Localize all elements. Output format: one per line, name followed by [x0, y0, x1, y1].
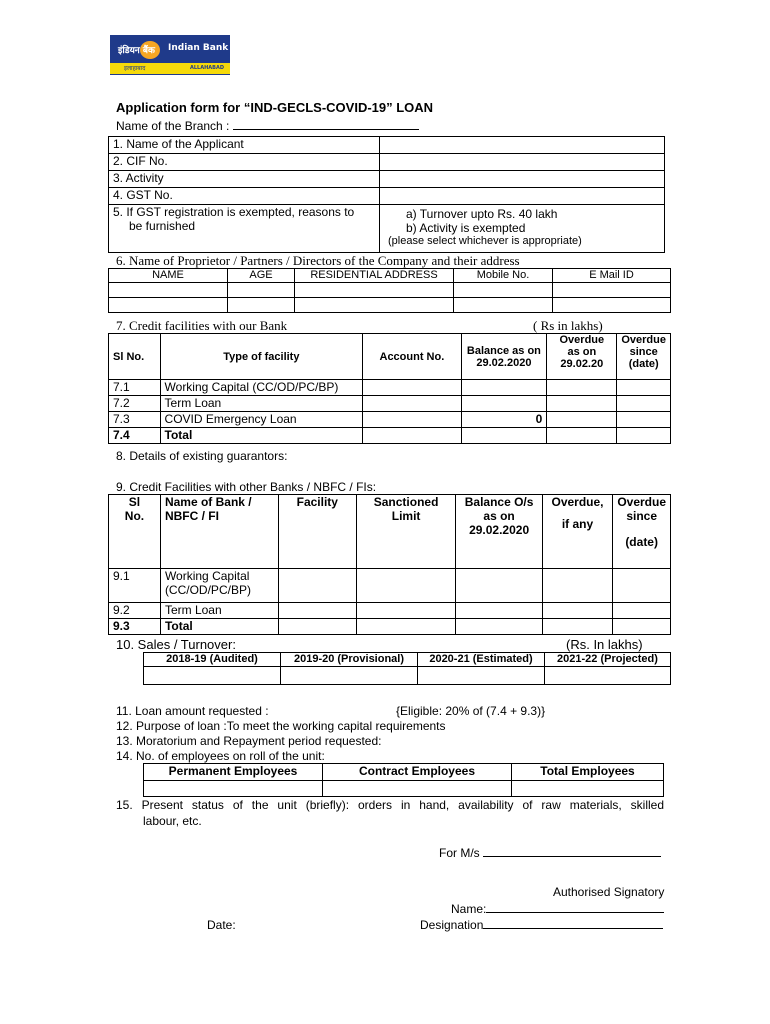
cell[interactable] — [295, 298, 454, 313]
select-note: (please select whichever is appropriate) — [388, 235, 582, 247]
row-facility-type-l2: (CC/OD/PC/BP) — [164, 583, 251, 597]
branch-field[interactable] — [233, 119, 419, 130]
cell[interactable] — [547, 396, 617, 412]
for-ms: For M/s — [439, 846, 661, 860]
cell-balance[interactable] — [461, 396, 547, 412]
form-title: Application form for “IND-GECLS-COVID-19” LOAN — [116, 100, 434, 115]
row-sl: 7.3 — [109, 412, 161, 428]
col-overdue-since: Overdue — [621, 334, 666, 346]
col-overdue-l2: if any — [561, 517, 594, 531]
section-15-line2: labour, etc. — [143, 814, 202, 828]
col-sl: Sl No. — [109, 334, 161, 380]
cell-balance[interactable] — [461, 428, 547, 444]
proprietors-table — [108, 268, 671, 313]
col-facility: Facility — [278, 495, 356, 569]
row-type: Term Loan — [160, 396, 363, 412]
cell[interactable] — [356, 569, 456, 603]
field-applicant-name[interactable] — [380, 137, 665, 154]
row-sl: 7.4 — [109, 428, 161, 444]
row-applicant-name: 1. Name of the Applicant — [109, 137, 380, 154]
cell[interactable] — [617, 428, 671, 444]
cell[interactable] — [456, 569, 542, 603]
col-account: Account No. — [363, 334, 461, 380]
sales-table — [143, 652, 671, 685]
col-age: AGE — [228, 269, 295, 283]
row-sl: 9.2 — [109, 603, 161, 619]
cell[interactable] — [617, 412, 671, 428]
option-activity-exempt[interactable]: b) Activity is exempted — [406, 221, 526, 235]
section-14-heading: 14. No. of employees on roll of the unit: — [116, 749, 325, 763]
field-cif[interactable] — [380, 154, 665, 171]
col-permanent: Permanent Employees — [144, 764, 323, 781]
cell[interactable] — [278, 603, 356, 619]
col-overdue-since-l2: since — [626, 509, 657, 523]
col-balance: Balance as on — [466, 344, 541, 357]
cell-balance[interactable]: 0 — [461, 412, 547, 428]
cell[interactable] — [613, 603, 671, 619]
cell[interactable] — [456, 603, 542, 619]
designation-line: Designation — [420, 918, 663, 932]
col-2019-20: 2019-20 (Provisional) — [281, 653, 418, 667]
cell[interactable] — [228, 283, 295, 298]
col-balance-l2: as on — [483, 509, 515, 523]
row-activity: 3. Activity — [109, 171, 380, 188]
cell[interactable] — [356, 603, 456, 619]
applicant-details-table — [108, 136, 665, 253]
designation-field[interactable] — [483, 918, 663, 929]
cell[interactable] — [454, 298, 553, 313]
option-turnover[interactable]: a) Turnover upto Rs. 40 lakh — [406, 207, 558, 221]
col-balance-l3: 29.02.2020 — [469, 523, 530, 537]
row-gst: 4. GST No. — [109, 188, 380, 205]
gst-exempt-options[interactable] — [380, 205, 665, 253]
branch-label: Name of the Branch : — [116, 119, 419, 133]
cell[interactable] — [613, 569, 671, 603]
col-2021-22: 2021-22 (Projected) — [545, 653, 671, 667]
cell[interactable] — [613, 619, 671, 635]
section-6-heading: 6. Name of Proprietor / Partners / Directors of the Company and their address — [116, 253, 520, 268]
cell[interactable] — [547, 428, 617, 444]
col-overdue-l3: 29.02.20 — [560, 358, 604, 370]
cell[interactable] — [454, 283, 553, 298]
row-facility-type: Working Capital — [164, 569, 250, 583]
cell[interactable] — [109, 283, 228, 298]
col-mobile: Mobile No. — [454, 269, 553, 283]
firm-name-field[interactable] — [483, 846, 661, 857]
cell[interactable] — [356, 619, 456, 635]
section-9-heading: 9. Credit Facilities with other Banks / NBFC / FIs: — [116, 480, 377, 494]
cell[interactable] — [553, 298, 671, 313]
row-cif: 2. CIF No. — [109, 154, 380, 171]
col-email: E Mail ID — [553, 269, 671, 283]
date-label: Date: — [207, 918, 236, 932]
row-sl: 7.1 — [109, 380, 161, 396]
cell[interactable] — [553, 283, 671, 298]
section-8-heading: 8. Details of existing guarantors: — [116, 449, 288, 463]
col-overdue-since: Overdue — [617, 495, 666, 509]
cell[interactable] — [323, 781, 512, 797]
row-gst-exempt: 5. If GST registration is exempted, reasons to be furnished — [109, 205, 380, 253]
col-overdue: Overdue, — [551, 495, 604, 509]
cell[interactable] — [547, 412, 617, 428]
row-type: Working Capital (CC/OD/PC/BP) — [160, 380, 363, 396]
cell[interactable] — [278, 619, 356, 635]
field-activity[interactable] — [380, 171, 665, 188]
col-overdue: Overdue — [559, 334, 605, 346]
col-sanctioned-l2: Limit — [391, 509, 421, 523]
section-7-heading: 7. Credit facilities with our Bank — [116, 318, 288, 333]
logo-sub-hindi: इलाहाबाद — [124, 65, 146, 72]
col-2018-19: 2018-19 (Audited) — [144, 653, 281, 667]
section-10-unit: (Rs. In lakhs) — [566, 637, 643, 652]
cell[interactable] — [281, 667, 418, 685]
cell[interactable] — [144, 667, 281, 685]
cell[interactable] — [542, 569, 613, 603]
row-facility-type: Total — [160, 619, 278, 635]
row-sl: 9.3 — [109, 619, 161, 635]
col-2020-21: 2020-21 (Estimated) — [418, 653, 545, 667]
credit-facilities-table — [108, 333, 671, 444]
cell[interactable] — [418, 667, 545, 685]
col-total: Total Employees — [512, 764, 664, 781]
col-type: Type of facility — [160, 334, 363, 380]
col-sl-l2: No. — [124, 509, 145, 523]
section-10-heading: 10. Sales / Turnover: — [116, 637, 236, 652]
col-overdue-since-l2: since — [629, 346, 658, 358]
col-name: NAME — [109, 269, 228, 283]
cell[interactable] — [512, 781, 664, 797]
cell[interactable] — [363, 428, 461, 444]
col-contract: Contract Employees — [323, 764, 512, 781]
row-sl: 7.2 — [109, 396, 161, 412]
row-sl: 9.1 — [109, 569, 161, 603]
col-sl: Sl — [128, 495, 141, 509]
name-line: Name: — [451, 902, 664, 916]
col-overdue-l2: as on — [567, 346, 597, 358]
field-gst[interactable] — [380, 188, 665, 205]
cell[interactable] — [295, 283, 454, 298]
row-facility-type: Term Loan — [160, 603, 278, 619]
col-bank: Name of Bank / — [164, 495, 252, 509]
col-address: RESIDENTIAL ADDRESS — [295, 269, 454, 283]
cell[interactable] — [617, 380, 671, 396]
cell[interactable] — [542, 619, 613, 635]
cell[interactable] — [363, 412, 461, 428]
col-bank-l2: NBFC / FI — [164, 509, 219, 523]
authorised-signatory: Authorised Signatory — [553, 885, 665, 899]
col-sanctioned: Sanctioned — [373, 495, 439, 509]
cell[interactable] — [144, 781, 323, 797]
col-balance: Balance O/s — [464, 495, 534, 509]
name-field[interactable] — [486, 902, 664, 913]
cell[interactable] — [542, 603, 613, 619]
section-12-purpose: 12. Purpose of loan :To meet the working capital requirements — [116, 719, 446, 733]
section-15-line1: 15. Present status of the unit (briefly): orders in hand, availability of raw materials, skilled — [116, 798, 664, 812]
col-balance-date: 29.02.2020 — [476, 356, 532, 369]
section-11-loan-amount: 11. Loan amount requested : — [116, 704, 269, 718]
cell[interactable] — [547, 380, 617, 396]
cell[interactable] — [617, 396, 671, 412]
row-type: Total — [160, 428, 363, 444]
section-11-eligible: {Eligible: 20% of (7.4 + 9.3)} — [396, 704, 546, 718]
cell[interactable] — [456, 619, 542, 635]
section-13-moratorium: 13. Moratorium and Repayment period requested: — [116, 734, 382, 748]
cell[interactable] — [545, 667, 671, 685]
col-overdue-since-l3: (date) — [628, 358, 659, 370]
other-banks-table — [108, 494, 671, 635]
logo-text-hindi: इंडियन बैंक — [118, 46, 155, 56]
logo-sub-en: ALLAHABAD — [190, 65, 224, 71]
row-type: COVID Emergency Loan — [160, 412, 363, 428]
col-overdue-since-l3: (date) — [625, 535, 658, 549]
section-7-unit: ( Rs in lakhs) — [533, 318, 603, 333]
employees-table — [143, 763, 664, 797]
cell[interactable] — [109, 298, 228, 313]
cell[interactable] — [363, 396, 461, 412]
cell-balance[interactable] — [461, 380, 547, 396]
logo-text-en: Indian Bank — [168, 43, 229, 53]
cell[interactable] — [278, 569, 356, 603]
cell[interactable] — [363, 380, 461, 396]
cell[interactable] — [228, 298, 295, 313]
